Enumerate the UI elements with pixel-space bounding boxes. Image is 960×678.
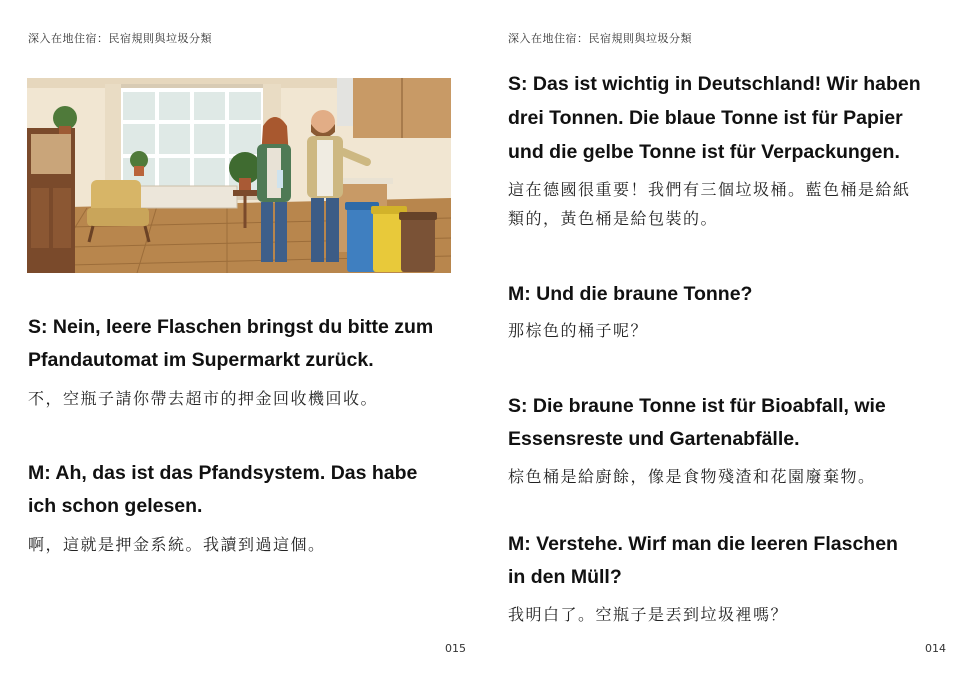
- dialogue-de-line: Essensreste und Gartenabfälle.: [508, 428, 800, 450]
- dialogue-de-line: S: Nein, leere Flaschen bringst du bitte zum: [28, 316, 434, 338]
- page-number: 014: [925, 642, 946, 655]
- dialogue-zh-line: 啊，這就是押金系統。我讀到過這個。: [28, 535, 326, 554]
- dialogue-de-line: ich schon gelesen.: [28, 495, 203, 517]
- dialogue-de-line: in den Müll?: [508, 566, 622, 588]
- page-number: 015: [445, 642, 466, 655]
- page-header: 深入在地住宿：民宿規則與垃圾分類: [508, 32, 692, 45]
- dialogue-zh-line: 類的，黃色桶是給包裝的。: [508, 209, 719, 228]
- dialogue-de-line: drei Tonnen. Die blaue Tonne ist für Papier: [508, 107, 903, 129]
- page-header: 深入在地住宿：民宿規則與垃圾分類: [28, 32, 212, 45]
- dialogue-de-line: S: Das ist wichtig in Deutschland! Wir haben: [508, 73, 921, 95]
- kitchen-illustration: [27, 78, 451, 273]
- dialogue-zh-line: 我明白了。空瓶子是丟到垃圾裡嗎？: [508, 605, 789, 624]
- dialogue-de-line: Pfandautomat im Supermarkt zurück.: [28, 349, 374, 371]
- kitchen-illustration-svg: [27, 78, 451, 273]
- dialogue-zh-line: 不，空瓶子請你帶去超市的押金回收機回收。: [28, 389, 379, 408]
- dialogue-de-line: S: Die braune Tonne ist für Bioabfall, wie: [508, 395, 886, 417]
- dialogue-de-line: und die gelbe Tonne ist für Verpackungen.: [508, 141, 900, 163]
- dialogue-zh-line: 那棕色的桶子呢？: [508, 321, 649, 340]
- right-page: [480, 0, 960, 678]
- dialogue-zh-line: 這在德國很重要！我們有三個垃圾桶。藍色桶是給紙: [508, 180, 911, 199]
- dialogue-de-line: M: Und die braune Tonne?: [508, 283, 753, 305]
- dialogue-zh-line: 棕色桶是給廚餘，像是食物殘渣和花園廢棄物。: [508, 467, 876, 486]
- dialogue-de-line: M: Ah, das ist das Pfandsystem. Das habe: [28, 462, 418, 484]
- dialogue-de-line: M: Verstehe. Wirf man die leeren Flaschen: [508, 533, 898, 555]
